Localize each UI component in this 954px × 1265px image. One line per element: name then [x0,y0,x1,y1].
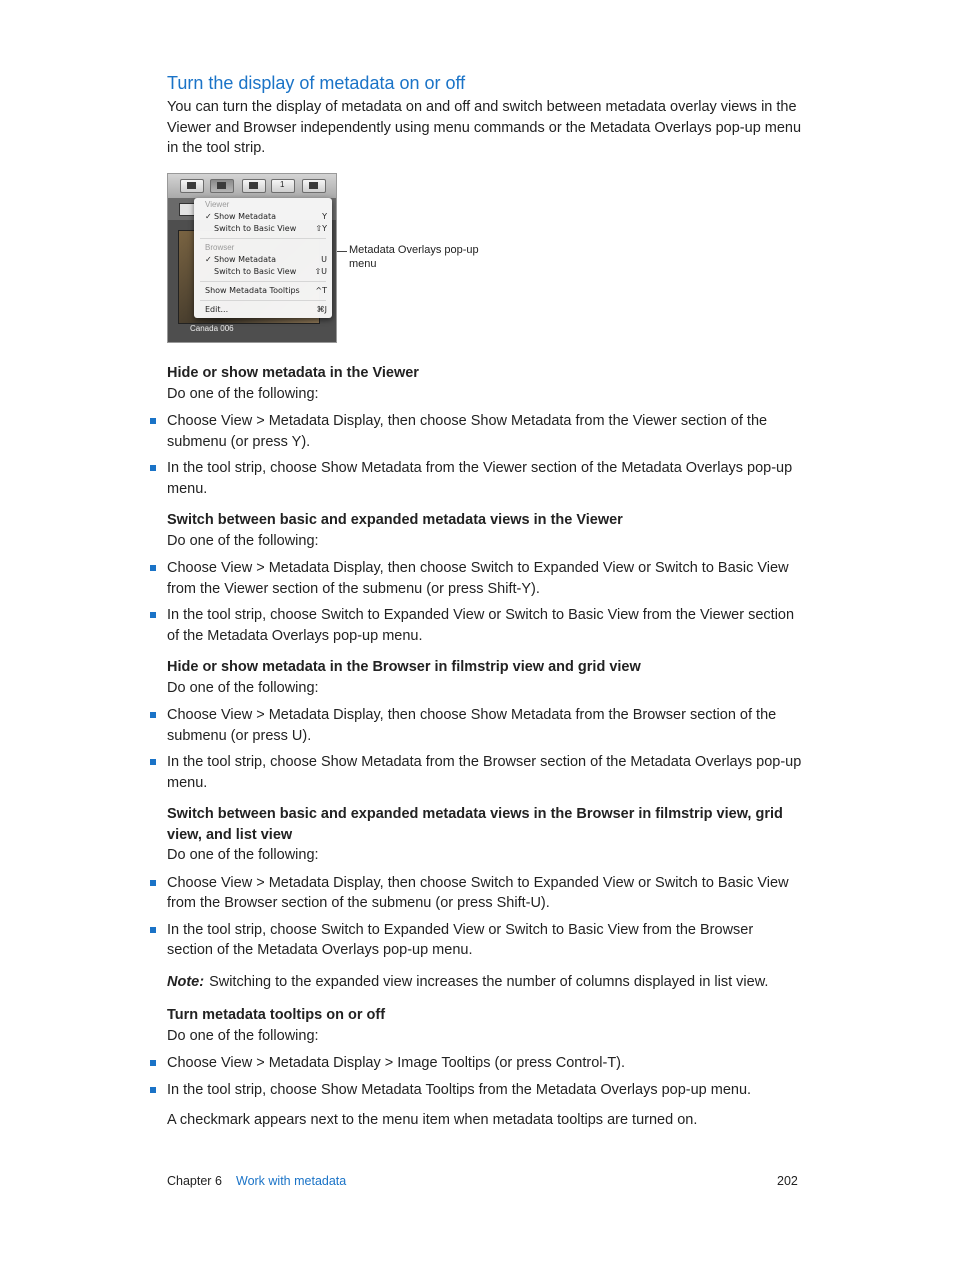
list-item-text: Choose View > Metadata Display, then choose Show Metadata from the Browser section of the submenu (or press U). [167,707,777,744]
list-item-text: In the tool strip, choose Show Metadata from the Viewer section of the Metadata Overlays pop-up menu. [167,460,793,497]
page-title: Turn the display of metadata on or off [167,73,466,93]
metadata-overlay-icon [217,182,226,189]
section-lead: Do one of the following: [167,847,319,863]
list-item [167,752,802,793]
section-heading: Hide or show metadata in the Browser in filmstrip view and grid view [167,659,641,675]
photo-caption: Canada 006 [190,324,234,333]
menu-item-label: Show Metadata Tooltips [205,286,300,295]
menu-item-shortcut: ⇧Y [315,224,327,233]
bullet-icon [150,880,156,886]
list-item [167,705,802,746]
menu-item-label: Show Metadata [214,212,277,221]
stack-icon [249,182,258,189]
list-item-text: In the tool strip, choose Show Metadata from the Browser section of the Metadata Overlays pop-up menu. [167,754,802,791]
section-heading: Hide or show metadata in the Viewer [167,365,419,381]
bullet-icon [150,1087,156,1093]
section-heading: Turn metadata tooltips on or off [167,1007,386,1023]
closing-text: A checkmark appears next to the menu item when metadata tooltips are turned on. [167,1112,698,1128]
footer-chapter: Chapter 6 [167,1174,222,1188]
list-item [167,873,802,914]
closing-paragraph [167,1110,802,1131]
bullet-icon [150,712,156,718]
section-lead: Do one of the following: [167,679,319,696]
metadata-overlays-popup-button[interactable] [210,179,234,193]
bullet-icon [150,927,156,933]
list-item-text: Choose View > Metadata Display, then choose Show Metadata from the Viewer section of the submenu (or press Y). [167,413,768,450]
menu-item-shortcut: U [321,255,327,264]
list-item [167,1053,802,1074]
menu-item-shortcut: ^T [315,286,327,295]
bullet-list [167,705,802,793]
section-lead: Do one of the following: [167,385,319,402]
menu-item-label: Edit... [205,305,229,314]
bullet-icon [150,1060,156,1066]
section-viewer-show [167,363,802,499]
menu-item-label: Show Metadata [214,255,277,264]
section-heading: Switch between basic and expanded metadata views in the Viewer [167,512,623,528]
metadata-overlays-menu [194,198,332,318]
section-viewer-views [167,510,802,646]
section-lead: Do one of the following: [167,1027,319,1044]
note-label: Note: [167,974,205,990]
figure-callout: Metadata Overlays pop-up menu [349,244,479,270]
bullet-icon [150,465,156,471]
bullet-icon [150,565,156,571]
bullet-icon [150,759,156,765]
menu-item-viewer-show-metadata[interactable] [205,212,327,223]
menu-separator [200,238,326,239]
stack-button[interactable] [242,179,266,193]
checkmark-icon: ✓ [205,255,212,264]
list-item-text: Choose View > Metadata Display, then choose Switch to Expanded View or Switch to Basic View from the Browser section of the submenu (or press Shift-U). [167,874,789,911]
section-tooltips [167,1005,802,1100]
bullet-list [167,873,802,961]
section-browser-views [167,804,802,961]
menu-item-show-metadata-tooltips[interactable] [205,286,327,297]
multi-view-icon [309,182,318,189]
note-text: Switching to the expanded view increases the number of columns displayed in list view. [209,974,769,990]
menu-item-shortcut: Y [322,212,327,221]
page-number: 202 [777,1174,798,1188]
menu-header-browser: Browser [205,243,235,252]
section-browser-show [167,657,802,793]
menu-item-edit[interactable] [205,305,327,316]
list-item [167,558,802,599]
multi-view-button[interactable] [302,179,326,193]
primary-only-number: 1 [280,180,285,189]
bullet-list [167,558,802,646]
note [167,972,802,993]
list-item-text: In the tool strip, choose Switch to Expanded View or Switch to Basic View from the Browser section of the Metadata Overlays pop-up menu. [167,921,754,958]
list-item-text: Choose View > Metadata Display, then choose Switch to Expanded View or Switch to Basic View from the Viewer section of the submenu (or press Shift-Y). [167,560,789,597]
list-item [167,920,802,961]
tool-strip [168,174,337,198]
bullet-icon [150,418,156,424]
list-item [167,605,802,646]
section-heading: Switch between basic and expanded metadata views in the Browser in filmstrip view, grid view, and list view [167,806,783,843]
list-item-text: In the tool strip, choose Show Metadata Tooltips from the Metadata Overlays pop-up menu. [167,1081,752,1098]
menu-item-browser-basic-view[interactable] [205,267,327,278]
list-item [167,1080,802,1101]
intro-paragraph: You can turn the display of metadata on and off and switch between metadata overlay views in the Viewer and Browser independently using menu commands or the Metadata Overlays pop-up menu in the tool strip. [167,99,802,156]
viewer-mode-button[interactable] [180,179,204,193]
viewer-control-icon[interactable] [179,203,195,216]
menu-separator [200,281,326,282]
menu-separator [200,300,326,301]
aperture-screenshot [167,173,337,343]
bullet-icon [150,612,156,618]
menu-item-label: Switch to Basic View [214,224,297,233]
checkmark-icon: ✓ [205,212,212,221]
menu-item-browser-show-metadata[interactable] [205,255,327,266]
menu-item-viewer-basic-view[interactable] [205,224,327,235]
list-item-text: Choose View > Metadata Display > Image Tooltips (or press Control-T). [167,1055,626,1071]
list-item [167,458,802,499]
list-item [167,411,802,452]
menu-item-shortcut: ⌘J [316,305,327,314]
list-item-text: In the tool strip, choose Switch to Expanded View or Switch to Basic View from the Viewer section of the Metadata Overlays pop-up menu. [167,607,795,644]
viewer-icon [187,182,196,189]
menu-item-label: Switch to Basic View [214,267,297,276]
bullet-list [167,411,802,499]
footer-chapter-link[interactable]: Work with metadata [236,1174,347,1188]
primary-only-button[interactable] [271,179,295,193]
menu-header-viewer: Viewer [205,200,230,209]
callout-leader-line [337,251,347,252]
bullet-list [167,1053,802,1100]
section-lead: Do one of the following: [167,532,319,549]
menu-item-shortcut: ⇧U [314,267,327,276]
